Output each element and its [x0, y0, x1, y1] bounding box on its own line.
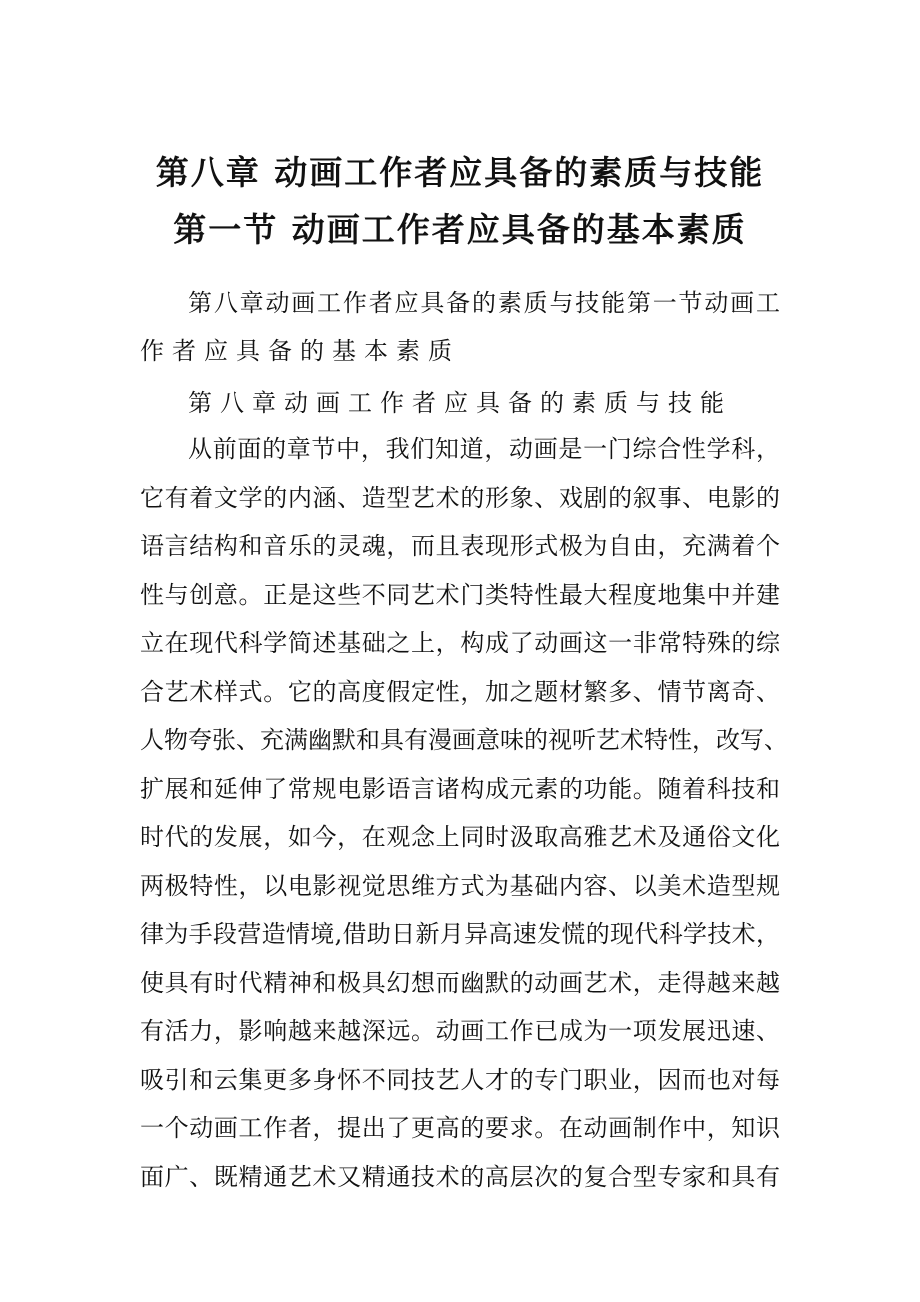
- text-line: 它有着文学的内涵、造型艺术的形象、戏剧的叙事、电影的: [140, 483, 780, 512]
- text-line: 人物夸张、充满幽默和具有漫画意味的视听艺术特性，改写、: [140, 726, 788, 754]
- text-line: 第八章动画工作者应具备的素质与技能第一节动画工: [188, 289, 780, 317]
- text-line: 面广、既精通艺术又精通技术的高层次的复合型专家和具有: [140, 1162, 780, 1191]
- text-line: 从前面的章节中，我们知道，动画是一门综合性学科，: [188, 435, 780, 463]
- text-line: 语言结构和音乐的灵魂，而且表现形式极为自由，充满着个: [140, 532, 780, 560]
- text-line: 时代的发展，如今，在观念上同时汲取高雅艺术及通俗文化: [140, 823, 780, 851]
- text-line: 性与创意。正是这些不同艺术门类特性最大程度地集中并建: [140, 580, 780, 609]
- text-line: 立在现代科学简述基础之上，构成了动画这一非常特殊的综: [140, 629, 780, 657]
- text-line: 吸引和云集更多身怀不同技艺人才的专门职业，因而也对每: [140, 1065, 780, 1094]
- text-line: 两极特性，以电影视觉思维方式为基础内容、以美术造型规: [140, 871, 780, 900]
- text-line: 作者应具备的基本素质: [140, 337, 460, 365]
- chapter-title: 第八章 动画工作者应具备的素质与技能: [155, 153, 765, 192]
- text-line: 使具有时代精神和极具幻想而幽默的动画艺术，走得越来越: [140, 968, 780, 997]
- text-line: 扩展和延伸了常规电影语言诸构成元素的功能。随着科技和: [140, 774, 780, 803]
- text-line: 第八章动画工作者应具备的素质与技能: [188, 389, 732, 417]
- text-line: 有活力，影响越来越深远。动画工作已成为一项发展迅速、: [140, 1017, 780, 1045]
- text-line: 律为手段营造情境,借助日新月异高速发慌的现代科学技术，: [140, 920, 780, 948]
- text-line: 合艺术样式。它的高度假定性，加之题材繁多、情节离奇、: [140, 677, 780, 706]
- section-title: 第一节 动画工作者应具备的基本素质: [173, 210, 747, 249]
- text-line: 一个动画工作者，提出了更高的要求。在动画制作中，知识: [140, 1114, 780, 1142]
